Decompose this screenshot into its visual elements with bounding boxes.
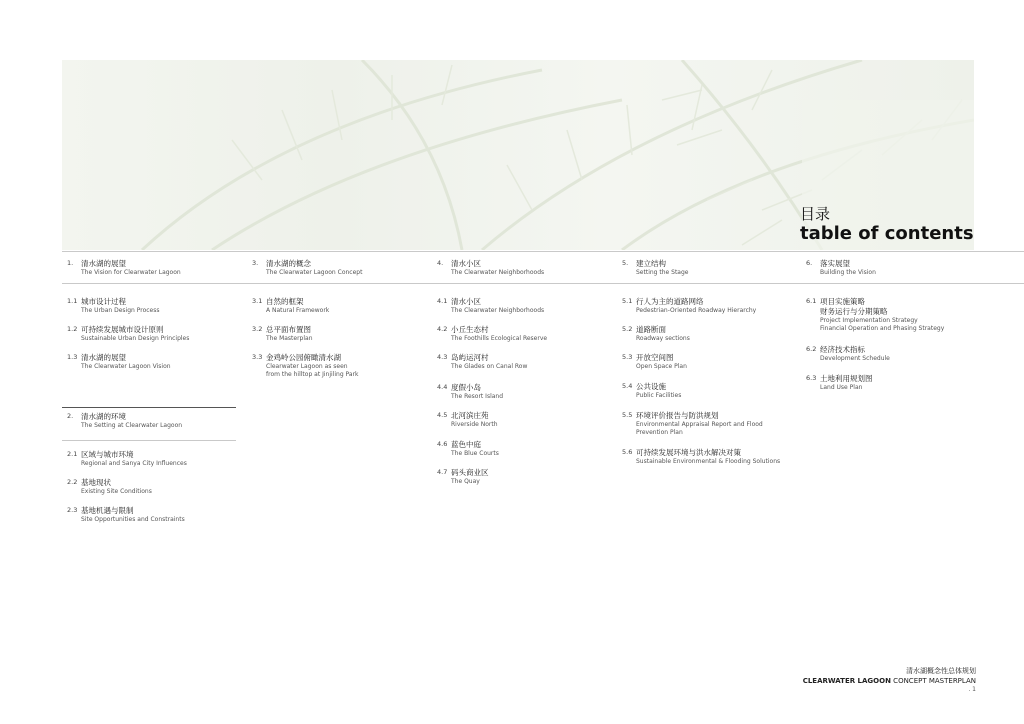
toc-item-4-4[interactable] <box>437 383 503 401</box>
item-title-en-line2: from the hilltop at Jinjiling Park <box>266 371 359 378</box>
toc-item-3-3[interactable] <box>252 353 359 379</box>
page-footer <box>803 666 976 694</box>
divider-mid <box>62 283 1024 284</box>
toc-item-4-7[interactable] <box>437 468 489 486</box>
section-number: 3. <box>252 259 259 267</box>
toc-title <box>800 205 974 245</box>
toc-item-1-3[interactable] <box>67 353 171 371</box>
item-title-en: The Masterplan <box>266 335 313 342</box>
item-title-en: Sustainable Environmental & Flooding Solutions <box>636 458 781 465</box>
section-title-zh: 清水湖的展望 <box>81 259 126 268</box>
section-number: 5. <box>622 259 629 267</box>
item-title-en: The Clearwater Lagoon Vision <box>81 363 171 370</box>
section-number: 6. <box>806 259 813 267</box>
item-title-en: The Resort Island <box>451 393 504 400</box>
footer-title-zh: 清水湖概念性总体规划 <box>906 667 976 675</box>
item-number: 4.5 <box>437 411 448 419</box>
item-title-zh: 码头商业区 <box>451 468 489 477</box>
footer-title-en-bold: CLEARWATER LAGOON <box>802 677 891 685</box>
item-number: 3.1 <box>252 297 263 305</box>
item-title-en: Development Schedule <box>820 355 890 362</box>
item-title-zh: 城市设计过程 <box>81 297 126 306</box>
section-title-zh: 落实展望 <box>820 259 850 268</box>
page-number: . 1 <box>968 686 976 693</box>
item-title-zh: 清水小区 <box>451 297 481 306</box>
toc-item-1-1[interactable] <box>67 297 160 315</box>
item-title-zh: 环境评价报告与防洪规划 <box>636 411 719 420</box>
item-number: 6.2 <box>806 345 817 353</box>
item-title-en: Project Implementation Strategy <box>820 317 918 324</box>
item-number: 4.2 <box>437 325 448 333</box>
footer-title-en <box>803 676 976 686</box>
toc-item-2-3[interactable] <box>67 506 185 524</box>
item-title-zh: 公共设施 <box>636 382 666 391</box>
item-title-en: The Clearwater Neighborhoods <box>451 307 545 314</box>
item-title-en: Riverside North <box>451 421 498 428</box>
section-title-en: Setting the Stage <box>636 269 689 276</box>
section-4-header <box>437 259 544 277</box>
item-title-en: The Blue Courts <box>451 450 499 457</box>
item-number: 4.4 <box>437 383 448 391</box>
item-number: 4.7 <box>437 468 448 476</box>
toc-item-1-2[interactable] <box>67 325 189 343</box>
section-title-zh: 清水湖的概念 <box>266 259 311 268</box>
item-number: 4.1 <box>437 297 448 305</box>
toc-item-5-4[interactable] <box>622 382 681 400</box>
item-title-zh: 蓝色中庭 <box>451 440 481 449</box>
toc-item-4-2[interactable] <box>437 325 547 343</box>
item-number: 6.3 <box>806 374 817 382</box>
item-number: 3.2 <box>252 325 263 333</box>
item-title-zh: 岛屿运河村 <box>451 353 489 362</box>
item-title-zh: 自然的框架 <box>266 297 304 306</box>
section-2-header <box>67 412 182 430</box>
item-number: 5.6 <box>622 448 633 456</box>
item-title-en-line2: Financial Operation and Phasing Strategy <box>820 325 945 332</box>
item-number: 5.3 <box>622 353 633 361</box>
toc-item-5-1[interactable] <box>622 297 756 315</box>
toc-item-4-1[interactable] <box>437 297 544 315</box>
divider-top <box>62 251 1024 252</box>
toc-item-5-5[interactable] <box>622 411 763 437</box>
item-title-zh: 开放空间图 <box>636 353 674 362</box>
item-title-zh: 可持续发展环境与洪水解决对策 <box>636 448 741 457</box>
section-3-header <box>252 259 362 277</box>
item-title-en-line2: Prevention Plan <box>636 429 683 436</box>
toc-item-5-2[interactable] <box>622 325 690 343</box>
item-number: 3.3 <box>252 353 263 361</box>
toc-item-4-6[interactable] <box>437 440 499 458</box>
toc-item-3-2[interactable] <box>252 325 313 343</box>
toc-item-4-5[interactable] <box>437 411 498 429</box>
item-title-zh: 土地利用规划图 <box>820 374 873 383</box>
item-title-zh: 经济技术指标 <box>820 345 865 354</box>
item-title-zh: 金鸡岭公园俯瞰清水湖 <box>266 353 341 362</box>
item-number: 5.5 <box>622 411 633 419</box>
section-title-en: Building the Vision <box>820 269 876 276</box>
toc-item-6-2[interactable] <box>806 345 890 363</box>
toc-item-6-3[interactable] <box>806 374 873 392</box>
item-title-en: Open Space Plan <box>636 363 687 370</box>
section-title-en: The Clearwater Neighborhoods <box>451 269 545 276</box>
item-title-en: The Quay <box>451 478 480 485</box>
item-title-en: Existing Site Conditions <box>81 488 152 495</box>
item-title-en: Roadway sections <box>636 335 690 342</box>
item-title-zh: 行人为主的道路网络 <box>636 297 704 306</box>
section-title-zh: 建立结构 <box>636 259 666 268</box>
item-number: 6.1 <box>806 297 817 305</box>
item-title-en: Regional and Sanya City Influences <box>81 460 187 467</box>
item-title-en: Environmental Appraisal Report and Flood <box>636 421 763 428</box>
item-title-zh: 基地机遇与限制 <box>81 506 134 515</box>
item-title-zh: 可持续发展城市设计原则 <box>81 325 164 334</box>
item-number: 1.2 <box>67 325 78 333</box>
item-title-zh: 区域与城市环境 <box>81 450 134 459</box>
item-title-zh: 度假小岛 <box>451 383 481 392</box>
item-title-zh: 项目实施策略 <box>820 297 865 306</box>
section-title-zh: 清水湖的环境 <box>81 412 126 421</box>
toc-item-5-3[interactable] <box>622 353 687 371</box>
item-number: 4.3 <box>437 353 448 361</box>
item-title-zh: 基地现状 <box>81 478 111 487</box>
section-title-en: The Setting at Clearwater Lagoon <box>81 422 183 429</box>
item-title-zh-line2: 财务运行与分期策略 <box>820 307 888 316</box>
toc-title-en: table of contents <box>800 223 974 244</box>
item-title-zh: 清水湖的展望 <box>81 353 126 362</box>
section-2-divider-top <box>62 407 236 408</box>
item-title-en: Land Use Plan <box>820 384 863 391</box>
item-number: 5.2 <box>622 325 633 333</box>
item-number: 1.3 <box>67 353 78 361</box>
item-title-zh: 总平面布置图 <box>266 325 311 334</box>
toc-item-2-2[interactable] <box>67 478 152 496</box>
section-6-header <box>806 259 876 277</box>
section-title-zh: 清水小区 <box>451 259 481 268</box>
item-number: 2.3 <box>67 506 78 514</box>
item-title-en: The Foothills Ecological Reserve <box>451 335 548 342</box>
section-2-divider-bottom <box>62 440 236 441</box>
item-title-en: The Urban Design Process <box>81 307 160 314</box>
toc-title-zh: 目录 <box>800 205 831 223</box>
toc-item-2-1[interactable] <box>67 450 187 468</box>
item-number: 2.1 <box>67 450 78 458</box>
item-title-en: The Glades on Canal Row <box>451 363 528 370</box>
section-number: 4. <box>437 259 444 267</box>
toc-item-6-1[interactable] <box>806 297 944 333</box>
item-number: 2.2 <box>67 478 78 486</box>
toc-item-5-6[interactable] <box>622 448 780 466</box>
item-number: 4.6 <box>437 440 448 448</box>
footer-title-en-rest: CONCEPT MASTERPLAN <box>890 677 976 685</box>
item-title-en: Public Facilities <box>636 392 682 399</box>
item-number: 5.4 <box>622 382 633 390</box>
section-1-header <box>67 259 181 277</box>
section-5-header <box>622 259 688 277</box>
toc-item-3-1[interactable] <box>252 297 329 315</box>
section-title-en: The Vision for Clearwater Lagoon <box>81 269 181 276</box>
item-title-zh: 道路断面 <box>636 325 666 334</box>
item-title-en: Clearwater Lagoon as seen <box>266 363 348 370</box>
item-title-en: Sustainable Urban Design Principles <box>81 335 190 342</box>
section-title-en: The Clearwater Lagoon Concept <box>266 269 363 276</box>
section-number: 2. <box>67 412 74 420</box>
item-number: 1.1 <box>67 297 78 305</box>
item-number: 5.1 <box>622 297 633 305</box>
item-title-en: Pedestrian-Oriented Roadway Hierarchy <box>636 307 757 314</box>
item-title-en: A Natural Framework <box>266 307 330 314</box>
item-title-zh: 北河滨庄苑 <box>451 411 489 420</box>
toc-item-4-3[interactable] <box>437 353 527 371</box>
item-title-en: Site Opportunities and Constraints <box>81 516 185 523</box>
item-title-zh: 小丘生态村 <box>451 325 489 334</box>
section-number: 1. <box>67 259 74 267</box>
